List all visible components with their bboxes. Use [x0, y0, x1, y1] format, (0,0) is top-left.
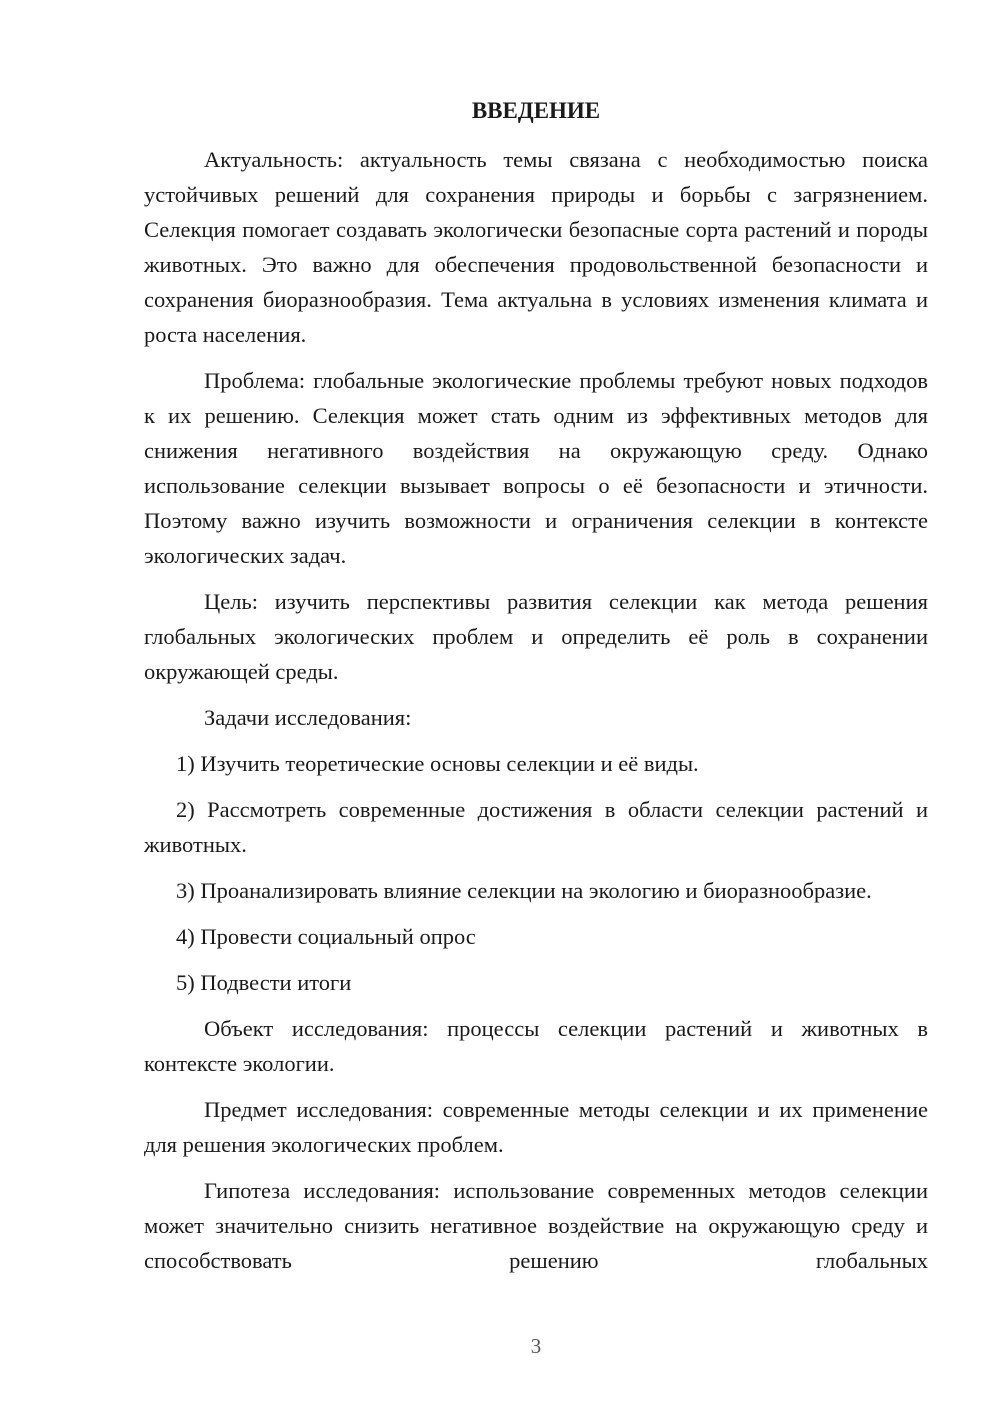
paragraph-object: Объект исследования: процессы селекции растений и животных в контексте экологии. [144, 1016, 928, 1076]
list-item-task-3: 3) Проанализировать влияние селекции на экологию и биоразнообразие. [176, 878, 872, 903]
paragraph-relevance: Актуальность: актуальность темы связана с необходимостью поиска устойчивых решений для сохранения природы и борьбы с загрязнением. Селекция помогает создавать экологически безопасные сорта растений и породы животных. Это важно для обеспечения продовольственной безопасности и сохранения биоразнообразия. Тема актуальна в условиях изменения климата и роста населения. [144, 147, 928, 347]
list-item-task-1: 1) Изучить теоретические основы селекции и её виды. [176, 751, 699, 776]
paragraph-problem: Проблема: глобальные экологические проблемы требуют новых подходов к их решению. Селекция может стать одним из эффективных методов для снижения негативного воздействия на окружающую среду. Однако использование селекции вызывает вопросы о её безопасности и этичности. Поэтому важно изучить возможности и ограничения селекции в контексте экологических задач. [144, 368, 928, 568]
paragraph-tasks-heading: Задачи исследования: [204, 705, 412, 730]
body-text [144, 142, 928, 1289]
paragraph-goal: Цель: изучить перспективы развития селекции как метода решения глобальных экологических проблем и определить её роль в сохранении окружающей среды. [144, 589, 928, 684]
paragraph-subject: Предмет исследования: современные методы селекции и их применение для решения экологических проблем. [144, 1097, 928, 1157]
list-item-task-4: 4) Провести социальный опрос [176, 924, 476, 949]
list-item-task-5: 5) Подвести итоги [176, 970, 352, 995]
paragraph-hypothesis: Гипотеза исследования: использование современных методов селекции может значительно снизить негативное воздействие на окружающую среду и способствовать решению глобальных [144, 1178, 928, 1273]
list-item-task-2: 2) Рассмотреть современные достижения в области селекции растений и животных. [144, 797, 928, 857]
page-title: ВВЕДЕНИЕ [471, 98, 601, 123]
page-number: 3 [530, 1334, 542, 1358]
